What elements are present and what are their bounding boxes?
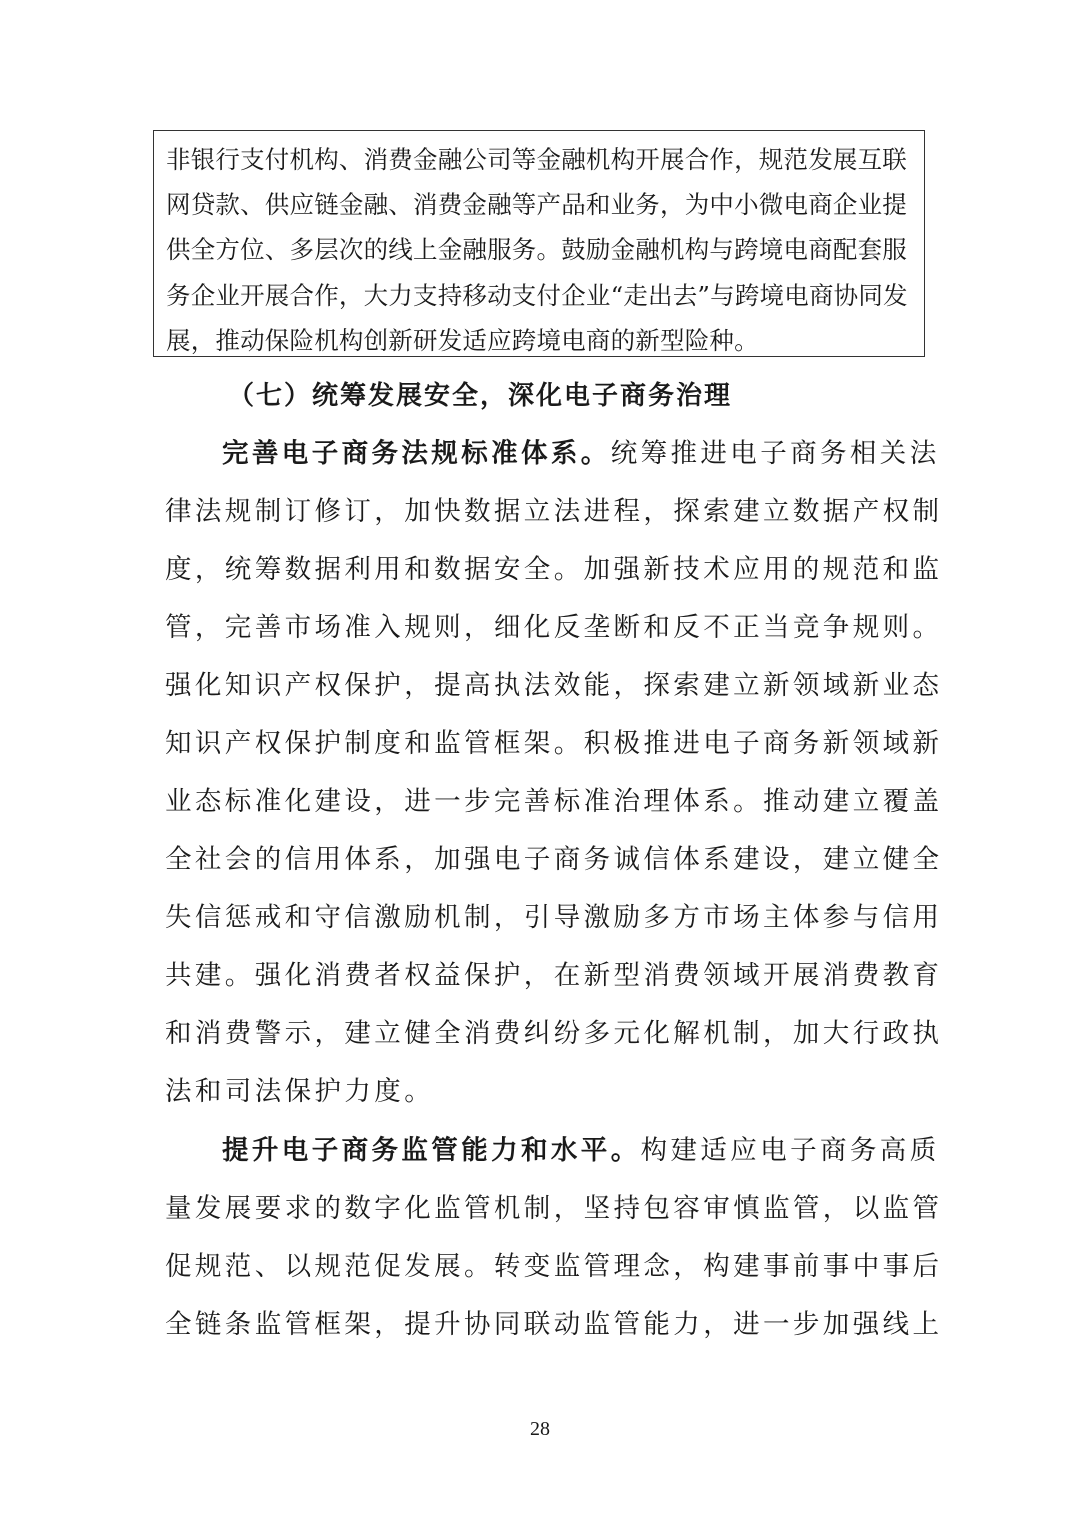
paragraph-line: 业态标准化建设，进一步完善标准治理体系。推动建立覆盖: [165, 786, 943, 817]
paragraph-line: 和消费警示，建立健全消费纠纷多元化解机制，加大行政执: [165, 1018, 943, 1049]
paragraph-line: 律法规制订修订，加快数据立法进程，探索建立数据产权制: [165, 496, 943, 527]
paragraph-line: 全社会的信用体系，加强电子商务诚信体系建设，建立健全: [165, 844, 943, 875]
paragraph-line: 失信惩戒和守信激励机制，引导激励多方市场主体参与信用: [165, 902, 943, 933]
paragraph-lead-heading: 提升电子商务监管能力和水平。: [222, 1135, 641, 1166]
box-line: 非银行支付机构、消费金融公司等金融机构开展合作，规范发展互联: [166, 145, 907, 174]
paragraph-text: 统筹推进电子商务相关法: [610, 438, 940, 469]
box-line: 供全方位、多层次的线上金融服务。鼓励金融机构与跨境电商配套服: [166, 235, 907, 264]
paragraph-line: 度，统筹数据利用和数据安全。加强新技术应用的规范和监: [165, 554, 943, 585]
paragraph-text: 构建适应电子商务高质: [640, 1135, 940, 1166]
boxed-excerpt: [153, 130, 925, 357]
paragraph-lead-heading: 完善电子商务法规标准体系。: [222, 438, 611, 469]
page-number: 28: [530, 1418, 550, 1440]
paragraph-line: 量发展要求的数字化监管机制，坚持包容审慎监管，以监管: [165, 1193, 943, 1224]
paragraph-first-line: [222, 1131, 940, 1171]
paragraph-line: 强化知识产权保护，提高执法效能，探索建立新领域新业态: [165, 670, 943, 701]
section-heading: （七）统筹发展安全，深化电子商务治理: [228, 381, 733, 411]
box-line: 网贷款、供应链金融、消费金融等产品和业务，为中小微电商企业提: [166, 190, 907, 219]
box-line: 务企业开展合作，大力支持移动支付企业“走出去”与跨境电商协同发: [166, 281, 908, 310]
paragraph-first-line: [222, 434, 940, 474]
paragraph-line: 共建。强化消费者权益保护，在新型消费领域开展消费教育: [165, 960, 943, 991]
paragraph-line: 法和司法保护力度。: [165, 1076, 435, 1107]
paragraph-line: 全链条监管框架，提升协同联动监管能力，进一步加强线上: [165, 1309, 943, 1340]
paragraph-line: 管，完善市场准入规则，细化反垄断和反不正当竞争规则。: [165, 612, 943, 643]
paragraph-line: 促规范、以规范促发展。转变监管理念，构建事前事中事后: [165, 1251, 943, 1282]
box-line: 展，推动保险机构创新研发适应跨境电商的新型险种。: [166, 326, 759, 355]
paragraph-line: 知识产权保护制度和监管框架。积极推进电子商务新领域新: [165, 728, 943, 759]
